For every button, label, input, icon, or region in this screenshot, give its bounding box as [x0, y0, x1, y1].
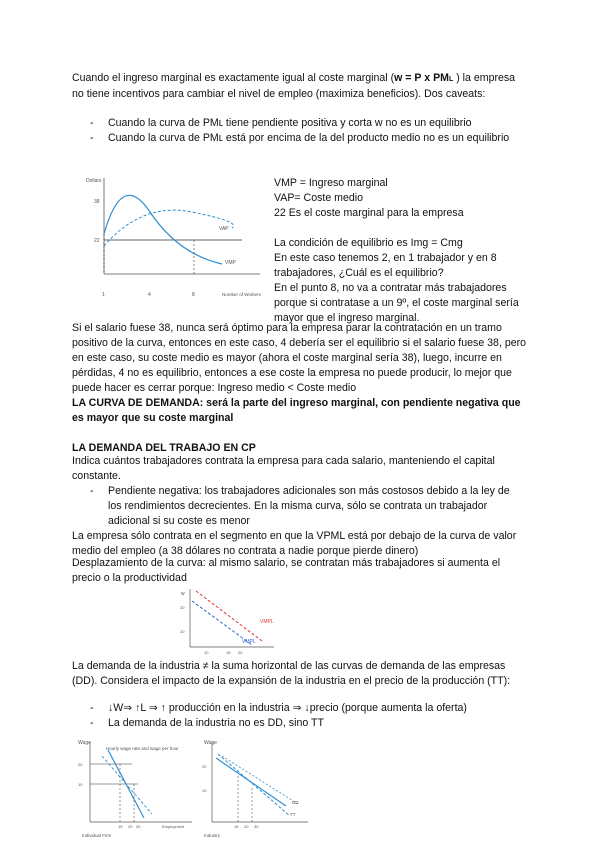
vmp-curve [104, 195, 222, 264]
caveat-item: - Cuando la curva de PMʟ tiene pendiente positiva y corta w no es un equilibrio [90, 117, 472, 129]
figure3-y-tick: 20 [78, 762, 83, 767]
figure3-y-title: Wage [78, 740, 91, 746]
figure3-caption: Individual Firm [82, 833, 112, 838]
figure3-x-tick: 20 [128, 824, 133, 829]
industry-paragraph: La demanda de la industria ≠ la suma horizontal de las curvas de demanda de las empresas (DD). Considera el impacto de la expansión de la industria en el precio de la producción (TT): [72, 660, 511, 687]
note-line: En el punto 8, no va a contratar más trabajadores porque si contratase a un 9º, el coste marginal sería mayor que el ingreso marginal. [274, 282, 519, 324]
figure1-curve-label: VAP [219, 226, 229, 232]
figure3-x-tick: 15 [118, 824, 123, 829]
figure2-y-tick: 10 [180, 629, 185, 634]
note-line: VMP = Ingreso marginal [274, 177, 388, 189]
figure4-x-tick: 15 [234, 824, 239, 829]
figure4-y-tick: 10 [202, 788, 207, 793]
figure2-y-title: w [181, 591, 185, 597]
figure3-x-title: Employment [162, 824, 185, 829]
segment-paragraph: La empresa sólo contrata en el segmento en que la VPML está por debajo de la curva de valor medio del empleo (a 38 dólares no contrata a nadie porque pierde dinero) [72, 530, 517, 557]
note-line: En este caso tenemos 2, en 1 trabajador y en 8 trabajadores, ¿Cuál es el equilibrio? [274, 252, 497, 279]
figure1-y-tick: 38 [94, 199, 100, 205]
figure1-y-title: Dollars [86, 178, 102, 184]
figure2-curve-label: VMPL [260, 619, 274, 625]
figure-industry-graph [198, 736, 316, 840]
salary-paragraph: Si el salario fuese 38, nunca será óptimo para la empresa parar la contratación en un tramo positivo de la curva, entonces en este caso, 4 debería ser el equilibrio si el salario fuese 38, pero en este caso, su coste medio es mayor (ahora el coste marginal sería 38), luego, incurre en pérdidas, 4 no es equilibrio, entonces a ese coste la empresa no puede producir, lo mejor que puede hacer es cerrar porque: Ingreso medio < Coste medio [72, 322, 527, 394]
section-bullet: - Pendiente negativa: los trabajadores adicionales son más costosos debido a la ley de los rendimientos decrecientes. En la misma curva, sólo se contrata un trabajador adicional si su coste es menor [90, 485, 510, 527]
section-title: LA DEMANDA DEL TRABAJO EN CP [72, 442, 256, 454]
section-intro: Indica cuántos trabajadores contrata la empresa para cada salario, manteniendo el capital constante. [72, 455, 495, 482]
figure3-y-tick: 10 [78, 782, 83, 787]
figure4-y-tick: 20 [202, 764, 207, 769]
figure-individual-firm-graph [72, 736, 198, 840]
demand-curve-definition: LA CURVA DE DEMANDA: será la parte del ingreso marginal, con pendiente negativa que es mayor que su coste marginal [72, 397, 521, 424]
figure1-x-tick: 4 [148, 292, 151, 298]
note-line: La condición de equilibrio es Img = Cmg [274, 237, 463, 249]
figure2-x-tick: 10 [204, 650, 209, 655]
figure1-x-tick: 1 [102, 292, 105, 298]
figure1-y-tick: 22 [94, 238, 100, 244]
figure1-x-title: Number of Workers [222, 292, 261, 297]
figure4-curve-label: TT [290, 812, 296, 817]
note-line: 22 Es el coste marginal para la empresa [274, 207, 464, 219]
figure2-y-tick: 20 [180, 605, 185, 610]
figure2-x-tick: 20 [238, 650, 243, 655]
industry-dd-curve [216, 758, 286, 806]
figure4-x-tick: 20 [244, 824, 249, 829]
figure4-x-tick: 30 [254, 824, 259, 829]
figure2-curve-label: VMPL [242, 639, 256, 645]
figure1-curve-label: VMP [225, 260, 236, 266]
figure-vmp-vap-graph [82, 172, 272, 310]
industry-bullet: - La demanda de la industria no es DD, sino TT [90, 717, 324, 729]
figure2-x-tick: 15 [226, 650, 231, 655]
figure3-x-tick: 30 [136, 824, 141, 829]
industry-tt-curve [218, 754, 290, 816]
vmpl-upper-curve [196, 591, 262, 641]
industry-bullet: - ↓W⇒ ↑L ⇒ ↑ producción en la industria ⇒ ↓precio (porque aumenta la oferta) [90, 702, 467, 714]
note-line: VAP= Coste medio [274, 192, 364, 204]
caveat-item: - Cuando la curva de PMʟ está por encima de la del producto medio no es un equilibrio [90, 132, 510, 144]
vap-curve [104, 210, 234, 246]
figure4-y-title: Wage [204, 740, 217, 746]
figure-demand-shift-graph [174, 585, 284, 655]
figure1-x-tick: 8 [192, 292, 195, 298]
intro-paragraph: Cuando el ingreso marginal es exactamente igual al coste marginal (w = P x PML ) la empresa no tiene incentivos para cambiar el nivel de empleo (maximiza beneficios). Dos caveats: [72, 72, 516, 100]
shift-paragraph: Desplazamiento de la curva: al mismo salario, se contratan más trabajadores si aumenta el precio o la productividad [72, 557, 501, 584]
figure3-title: Hourly wage rate and wage per hour [106, 746, 179, 751]
figure4-caption: Industry [204, 833, 221, 838]
figure4-curve-label: DD [292, 800, 299, 805]
